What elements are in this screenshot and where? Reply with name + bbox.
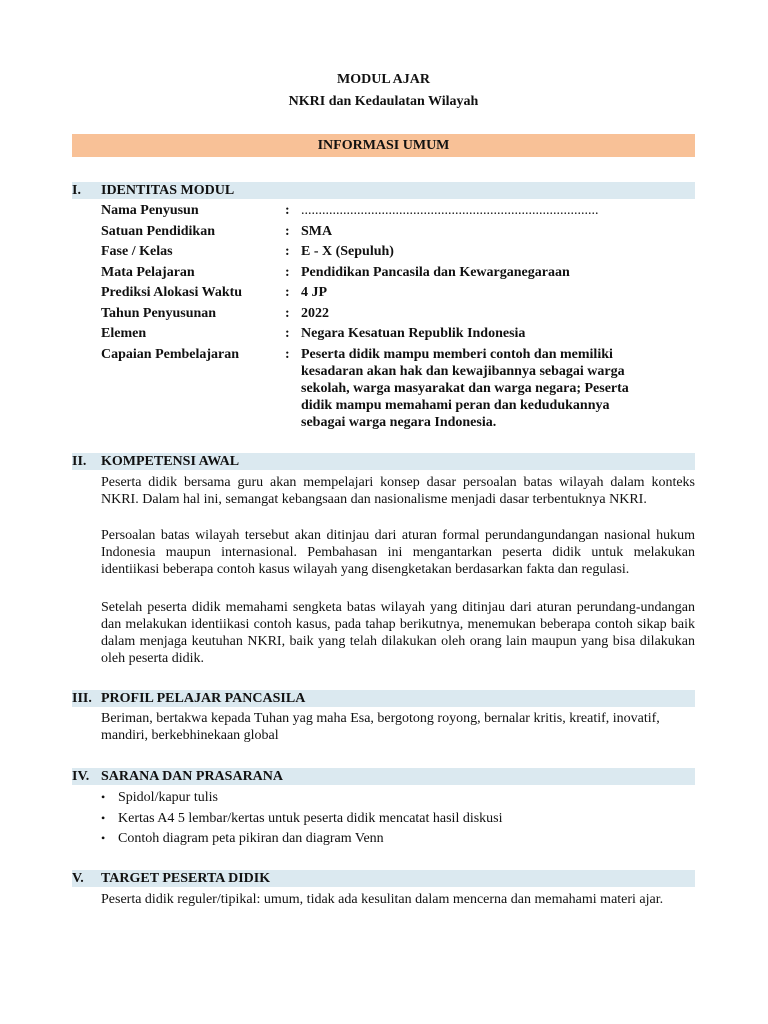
target-text: Peserta didik reguler/tipikal: umum, tidak ada kesulitan dalam mencerna dan memahami materi ajar. bbox=[101, 892, 664, 907]
section-header-identitas bbox=[72, 182, 695, 199]
row-label: Prediksi Alokasi Waktu bbox=[101, 285, 243, 300]
section-title: KOMPETENSI AWAL bbox=[101, 454, 240, 469]
section-title: TARGET PESERTA DIDIK bbox=[101, 871, 271, 886]
section-number: V. bbox=[72, 871, 84, 886]
section-number: IV. bbox=[72, 769, 90, 784]
bullet-icon: • bbox=[101, 790, 106, 804]
row-colon: : bbox=[285, 264, 290, 280]
row-colon: : bbox=[285, 203, 290, 218]
bullet-icon: • bbox=[101, 810, 106, 825]
section-title: IDENTITAS MODUL bbox=[101, 183, 235, 198]
row-label: Nama Penyusun bbox=[101, 203, 199, 218]
profil-text: Beriman, bertakwa kepada Tuhan yag maha Esa, bergotong royong, bernalar kritis, kreatif, inovatif, mandiri, berkebhinekaan global bbox=[101, 711, 660, 743]
kompetensi-paragraph-1: Peserta didik bersama guru akan mempelajari konsep dasar persoalan batas wilayah dalam konteks NKRI. Dalam hal ini, semangat kebangsaan dan nasionalisme menjadi dasar terbentuknya NKRI. bbox=[101, 475, 695, 507]
identitas-row-alokasi bbox=[101, 284, 695, 305]
document-title: MODUL AJAR bbox=[337, 72, 430, 87]
row-colon: : bbox=[285, 285, 290, 300]
list-item bbox=[101, 810, 695, 831]
section-header-kompetensi bbox=[72, 453, 695, 470]
list-item-text: Contoh diagram peta pikiran dan diagram Venn bbox=[118, 831, 384, 846]
row-value: Pendidikan Pancasila dan Kewarganegaraan bbox=[301, 264, 570, 280]
capaian-line: kesadaran akan hak dan kewajibannya sebagai warga bbox=[301, 363, 625, 379]
identitas-table bbox=[101, 202, 695, 431]
row-value-multiline bbox=[301, 346, 695, 431]
section-number: I. bbox=[72, 183, 81, 198]
row-colon: : bbox=[285, 326, 290, 341]
kompetensi-paragraph-3: Setelah peserta didik memahami sengketa batas wilayah yang ditinjau dari aturan perundang-undangan dan melakukan identiikasi contoh kasus, pada tahap berikutnya, menemukan beberapa contoh sikap baik dalam menjaga keutuhan NKRI, baik yang telah dilakukan oleh orang lain maupun yang bisa dilakukan oleh peserta didik. bbox=[101, 600, 695, 666]
identitas-row-elemen bbox=[101, 325, 695, 346]
row-value-placeholder: ..................................................................................... bbox=[301, 203, 599, 218]
row-label: Elemen bbox=[101, 326, 147, 341]
informasi-umum-banner: INFORMASI UMUM bbox=[72, 134, 695, 157]
section-header-sarana bbox=[72, 768, 695, 785]
section-header-target bbox=[72, 870, 695, 887]
section-header-profil bbox=[72, 690, 695, 707]
kompetensi-paragraph-2: Persoalan batas wilayah tersebut akan ditinjau dari aturan formal perundangundangan nasional hukum Indonesia maupun internasional. Pembahasan ini mengantarkan peserta didik untuk melakukan identiikasi beberapa contoh kasus wilayah yang disengketakan berdasarkan fakta dan regulasi. bbox=[101, 528, 695, 577]
row-colon: : bbox=[285, 223, 290, 239]
section-title: PROFIL PELAJAR PANCASILA bbox=[101, 691, 306, 706]
identitas-row-tahun bbox=[101, 305, 695, 326]
identitas-row-satuan bbox=[101, 223, 695, 244]
row-label: Capaian Pembelajaran bbox=[101, 346, 240, 362]
sarana-list bbox=[101, 789, 695, 851]
row-value: Negara Kesatuan Republik Indonesia bbox=[301, 326, 526, 341]
capaian-line: didik mampu memahami peran dan kedudukannya bbox=[301, 397, 610, 413]
row-label: Mata Pelajaran bbox=[101, 264, 195, 280]
row-value: 4 JP bbox=[301, 285, 328, 300]
row-label: Tahun Penyusunan bbox=[101, 305, 217, 321]
row-colon: : bbox=[285, 244, 290, 259]
row-value: 2022 bbox=[301, 305, 329, 321]
bullet-icon: • bbox=[101, 831, 106, 845]
capaian-line: sekolah, warga masyarakat dan warga negara; Peserta bbox=[301, 380, 629, 396]
section-title: SARANA DAN PRASARANA bbox=[101, 769, 284, 784]
list-item bbox=[101, 830, 695, 851]
identitas-row-fase bbox=[101, 243, 695, 264]
section-number: II. bbox=[72, 454, 87, 469]
row-value: SMA bbox=[301, 223, 333, 239]
row-value: E - X (Sepuluh) bbox=[301, 244, 394, 259]
list-item-text: Kertas A4 5 lembar/kertas untuk peserta didik mencatat hasil diskusi bbox=[118, 810, 503, 826]
list-item-text: Spidol/kapur tulis bbox=[118, 790, 218, 805]
row-label: Fase / Kelas bbox=[101, 244, 173, 259]
capaian-line: sebagai warga negara Indonesia. bbox=[301, 414, 497, 430]
list-item bbox=[101, 789, 695, 810]
row-label: Satuan Pendidikan bbox=[101, 223, 215, 239]
section-number: III. bbox=[72, 691, 92, 706]
capaian-line: Peserta didik mampu memberi contoh dan memiliki bbox=[301, 346, 613, 362]
row-colon: : bbox=[285, 346, 290, 362]
identitas-row-capaian bbox=[101, 346, 695, 431]
row-colon: : bbox=[285, 305, 290, 321]
document-subtitle: NKRI dan Kedaulatan Wilayah bbox=[288, 94, 479, 109]
identitas-row-mapel bbox=[101, 264, 695, 285]
identitas-row-nama bbox=[101, 202, 695, 223]
